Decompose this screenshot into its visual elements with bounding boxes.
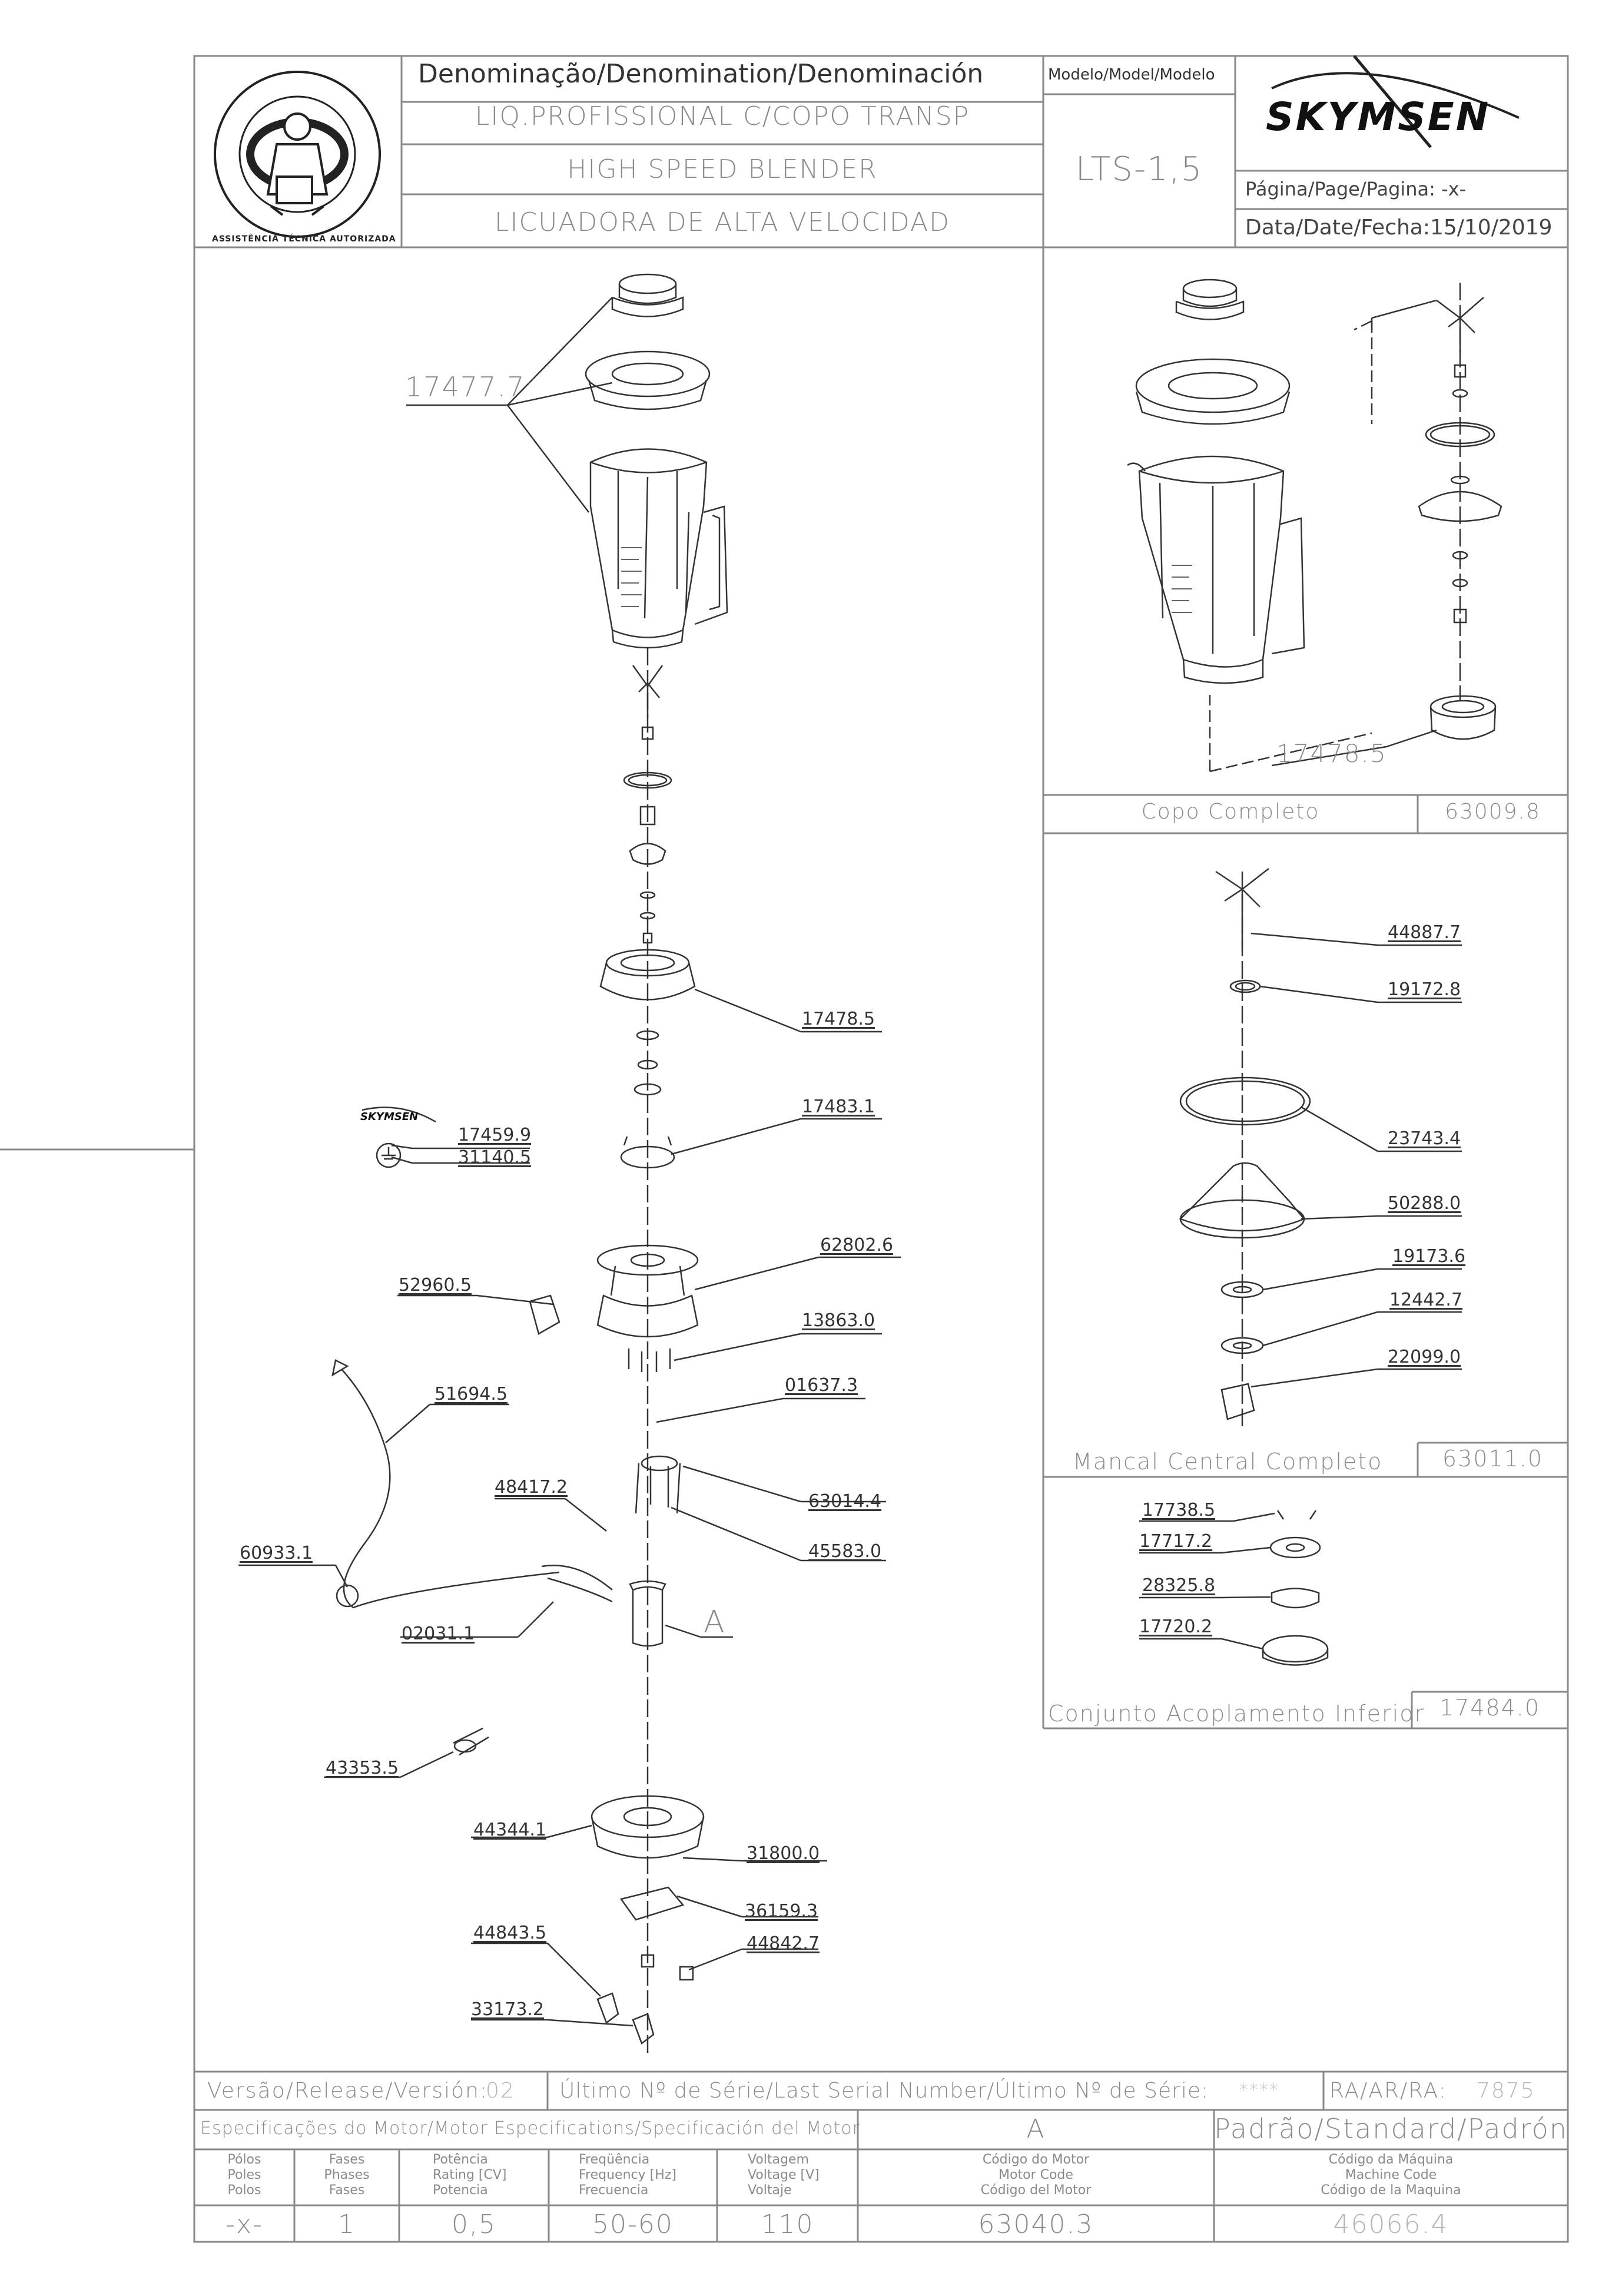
part-45583-0: 45583.0: [808, 1541, 882, 1562]
part-17478-5: 17478.5: [802, 1009, 875, 1029]
bearing-part-19173-6: 19173.6: [1392, 1246, 1466, 1267]
col-poles: Pólos Poles Polos: [227, 2152, 261, 2198]
part-43353-5: 43353.5: [326, 1758, 399, 1778]
coupling-part-17720-2: 17720.2: [1139, 1616, 1213, 1637]
col-machine-code: Código da Máquina Machine Code Código de la Maquina: [1321, 2152, 1461, 2198]
bearing-assembly-label: Mancal Central Completo: [1073, 1449, 1383, 1475]
frequency-value: 50-60: [592, 2209, 674, 2239]
part-31800-0: 31800.0: [747, 1843, 820, 1864]
motor-id: A: [1026, 2114, 1046, 2144]
col-power: Potência Rating [CV] Potencia: [433, 2152, 507, 2198]
part-01637-3: 01637.3: [785, 1375, 858, 1396]
model-label: Modelo/Model/Modelo: [1048, 66, 1215, 84]
standard-label: Padrão/Standard/Padrón: [1214, 2113, 1568, 2145]
bearing-part-50288-0: 50288.0: [1388, 1193, 1461, 1214]
ra-value: 7875: [1477, 2079, 1535, 2103]
col-frequency: Freqüência Frequency [Hz] Frecuencia: [579, 2152, 676, 2198]
bearing-part-23743-4: 23743.4: [1388, 1128, 1461, 1149]
part-13863-0: 13863.0: [802, 1310, 875, 1331]
part-44843-5: 44843.5: [473, 1923, 547, 1943]
part-33173-2: 33173.2: [471, 1999, 545, 2020]
bearing-part-12442-7: 12442.7: [1389, 1290, 1463, 1310]
coupling-assembly-label: Conjunto Acoplamento Inferior: [1048, 1701, 1425, 1727]
ra-label: RA/AR/RA:: [1329, 2079, 1447, 2103]
coupling-part-28325-8: 28325.8: [1142, 1575, 1216, 1596]
denomination-label: Denominação/Denomination/Denominación: [418, 59, 984, 89]
cup-assembly-code: 63009.8: [1445, 800, 1541, 824]
phases-value: 1: [338, 2209, 356, 2239]
poles-value: -x-: [225, 2209, 263, 2239]
part-63014-4: 63014.4: [808, 1491, 882, 1512]
serial-label: Último Nº de Série/Last Serial Number/Último Nº de Série:: [559, 2079, 1209, 2103]
page-label: Página/Page/Pagina: -x-: [1245, 178, 1467, 200]
date-value: 15/10/2019: [1429, 216, 1553, 240]
model-number: LTS-1,5: [1075, 150, 1203, 188]
version-value: 02: [486, 2079, 515, 2103]
product-name-es: LICUADORA DE ALTA VELOCIDAD: [495, 207, 950, 237]
seal-caption: ASSISTÊNCIA TÉCNICA AUTORIZADA: [212, 234, 396, 244]
part-36159-3: 36159.3: [745, 1901, 818, 1921]
bearing-assembly-code: 63011.0: [1442, 1446, 1544, 1472]
motor-spec-label: Especificações do Motor/Motor Especifications/Specificación del Motor: [200, 2118, 860, 2139]
coupling-part-17738-5: 17738.5: [1142, 1500, 1216, 1520]
product-name-en: HIGH SPEED BLENDER: [567, 154, 878, 184]
version-label: Versão/Release/Versión:: [207, 2079, 489, 2103]
cup-assembly-view: [1127, 280, 1501, 771]
part-62802-6: 62802.6: [820, 1235, 894, 1255]
part-31140-5: 31140.5: [458, 1147, 532, 1168]
bearing-part-22099-0: 22099.0: [1388, 1347, 1461, 1367]
power-value: 0,5: [452, 2209, 496, 2239]
bearing-part-44887-7: 44887.7: [1388, 922, 1461, 943]
serial-value: ****: [1239, 2080, 1279, 2100]
main-exploded-view: [238, 274, 901, 2055]
part-02031-1: 02031.1: [402, 1624, 475, 1644]
col-phases: Fases Phases Fases: [324, 2152, 370, 2198]
cup-part-17478-5: 17478.5: [1276, 739, 1387, 768]
part-48417-2: 48417.2: [495, 1477, 568, 1497]
coupling-assembly-code: 17484.0: [1439, 1695, 1541, 1721]
small-brand-logo: SKYMSEN: [360, 1111, 419, 1123]
bearing-part-19172-8: 19172.8: [1388, 979, 1461, 1000]
date-label: [1245, 216, 1552, 240]
part-17459-9: 17459.9: [458, 1125, 532, 1145]
brand-name: SKYMSEN: [1266, 94, 1491, 140]
coupling-part-17717-2: 17717.2: [1139, 1531, 1213, 1552]
col-motor-code: Código do Motor Motor Code Código del Motor: [980, 2152, 1092, 2198]
part-17483-1: 17483.1: [802, 1096, 875, 1117]
date-label-text: Data/Date/Fecha:: [1245, 216, 1430, 240]
product-name-pt: LIQ.PROFISSIONAL C/COPO TRANSP: [475, 101, 970, 131]
part-44842-7: 44842.7: [747, 1933, 820, 1954]
part-17477-7: 17477.7: [405, 371, 526, 403]
motor-code-value: 63040.3: [978, 2209, 1094, 2239]
motor-callout: A: [704, 1605, 726, 1640]
col-voltage: Voltagem Voltage [V] Voltaje: [748, 2152, 820, 2198]
part-51694-5: 51694.5: [434, 1384, 508, 1404]
cup-assembly-label: Copo Completo: [1141, 800, 1320, 824]
part-60933-1: 60933.1: [240, 1543, 313, 1563]
seal-icon: [215, 72, 380, 237]
part-44344-1: 44344.1: [473, 1820, 547, 1840]
machine-code-value: 46066.4: [1333, 2209, 1449, 2239]
voltage-value: 110: [761, 2209, 814, 2239]
part-52960-5: 52960.5: [399, 1275, 472, 1296]
